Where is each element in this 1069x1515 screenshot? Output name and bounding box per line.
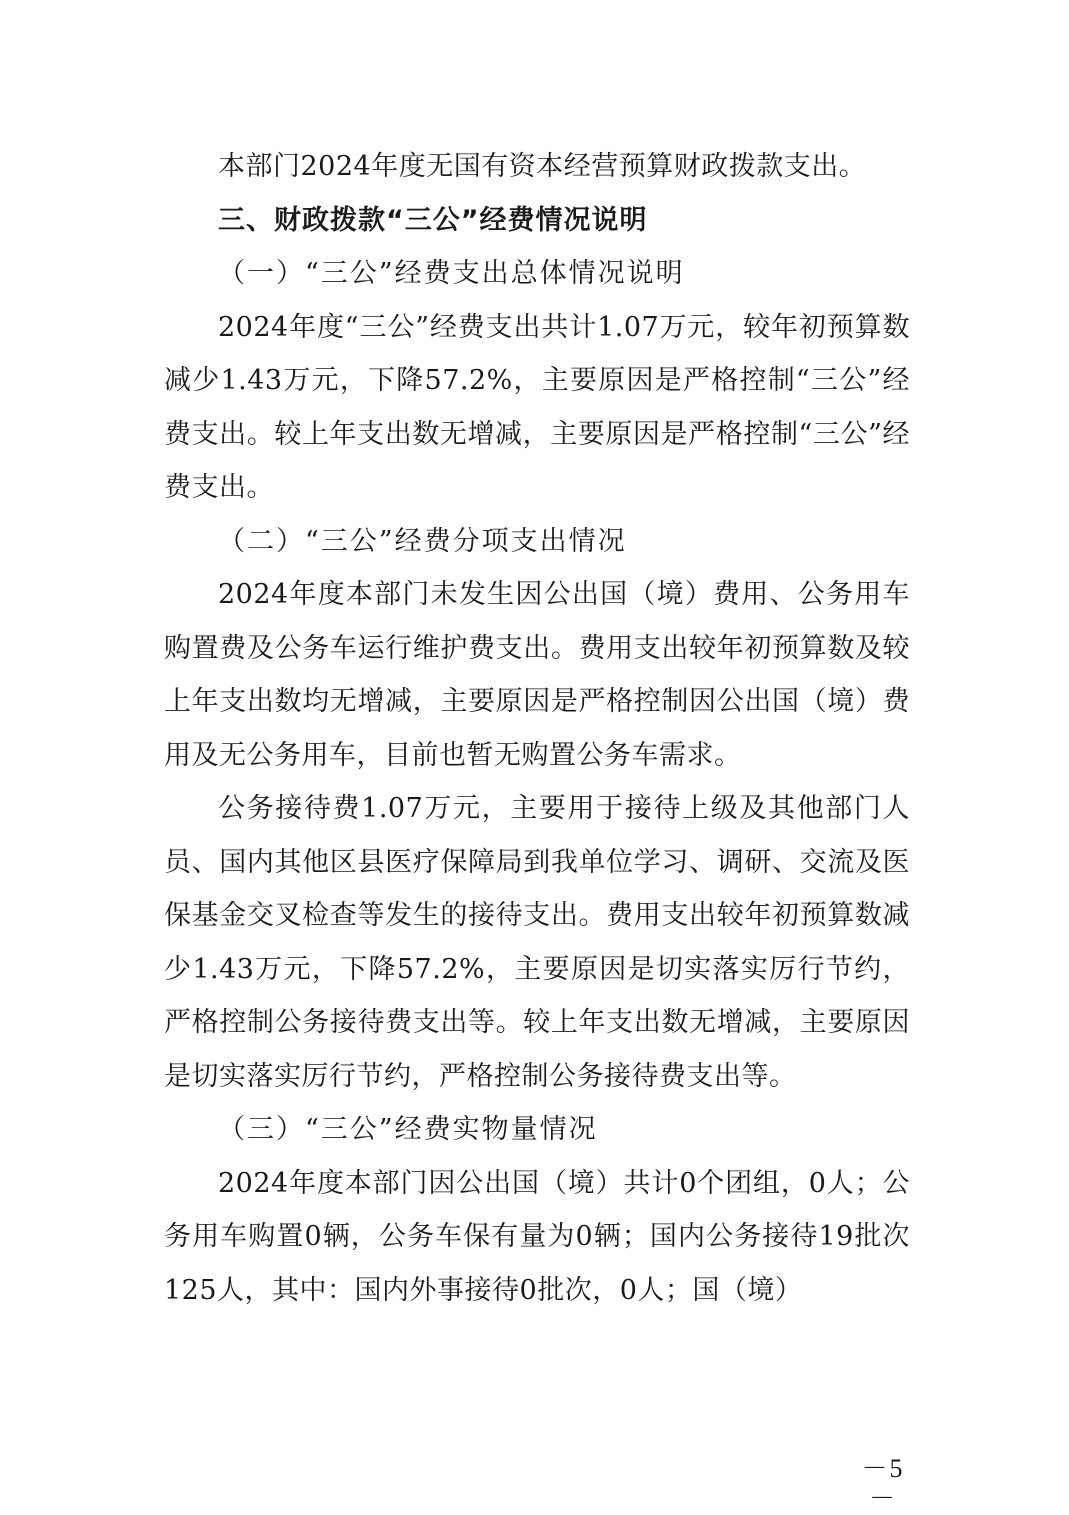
paragraph-reception-fee: 公务接待费1.07万元，主要用于接待上级及其他部门人员、国内其他区县医疗保障局到我单位学习、调研、交流及医保基金交叉检查等发生的接待支出。费用支出较年初预算数减少1.43万元，下降57.2%，主要原因是切实落实厉行节约，严格控制公务接待费支出等。较上年支出数无增减，主要原因是切实落实厉行节约，严格控制公务接待费支出等。 — [164, 793, 910, 1092]
paragraph-travel-vehicle: 2024年度本部门未发生因公出国（境）费用、公务用车购置费及公务车运行维护费支出。费用支出较年初预算数及较上年支出数均无增减，主要原因是严格控制因公出国（境）费用及无公务用车，目前也暂无购置公务车需求。 — [164, 579, 910, 771]
section-heading-three-public-expenses: 三、财政拨款“三公”经费情况说明 — [218, 204, 648, 236]
paragraph-no-capital-budget: 本部门2024年度无国有资本经营预算财政拨款支出。 — [218, 151, 867, 182]
document-body — [164, 140, 910, 1317]
subheading-physical-quantity: （三）“三公”经费实物量情况 — [218, 1114, 598, 1145]
page-number: －5－ — [861, 1454, 905, 1513]
subheading-overall: （一）“三公”经费支出总体情况说明 — [218, 258, 685, 289]
subheading-itemized: （二）“三公”经费分项支出情况 — [218, 525, 627, 557]
paragraph-physical-quantity: 2024年度本部门因公出国（境）共计0个团组，0人；公务用车购置0辆，公务车保有量为0辆；国内公务接待19批次125人，其中：国内外事接待0批次，0人；国（境） — [164, 1167, 910, 1306]
paragraph-overall-spending: 2024年度“三公”经费支出共计1.07万元，较年初预算数减少1.43万元，下降57.2%，主要原因是严格控制“三公”经费支出。较上年支出数无增减，主要原因是严格控制“三公”经费支出。 — [164, 311, 910, 503]
